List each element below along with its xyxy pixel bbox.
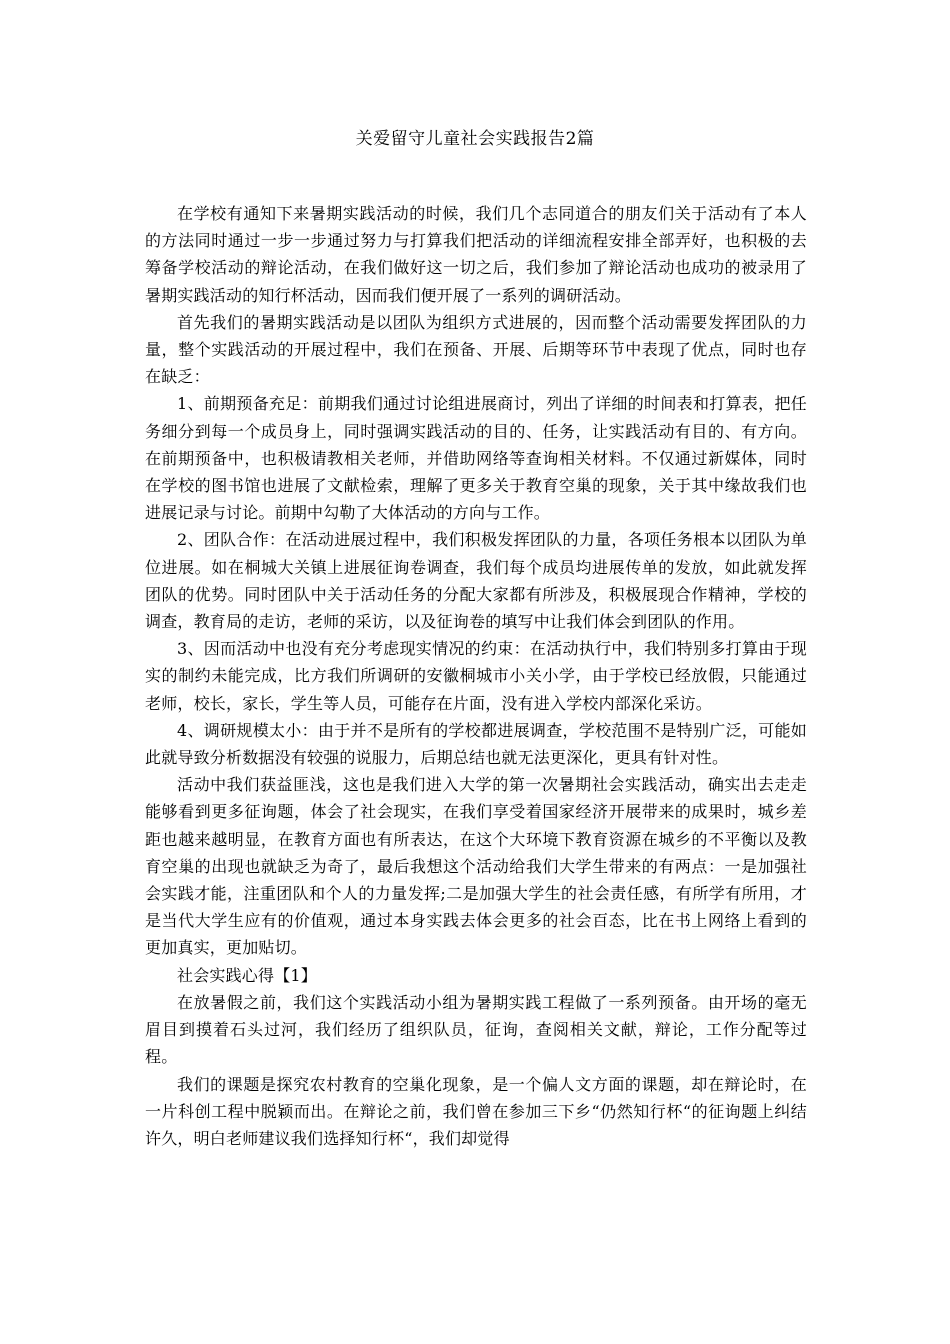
- paragraph: 2、团队合作：在活动进展过程中，我们积极发挥团队的力量，各项任务根本以团队为单位进展。如在桐城大关镇上进展征询卷调查，我们每个成员均进展传单的发放，如此就发挥团队的优势。同时团队中关于活动任务的分配大家都有所涉及，积极展现合作精神，学校的调查，教育局的走访，老师的采访，以及征询卷的填写中让我们体会到团队的作用。: [145, 530, 807, 632]
- paragraph: 在放暑假之前，我们这个实践活动小组为暑期实践工程做了一系列预备。由开场的毫无眉目到摸着石头过河，我们经历了组织队员，征询，查阅相关文献，辩论，工作分配等过程。: [145, 992, 807, 1067]
- document-body: [145, 200, 807, 1152]
- paragraph: 在学校有通知下来暑期实践活动的时候，我们几个志同道合的朋友们关于活动有了本人的方法同时通过一步一步通过努力与打算我们把活动的详细流程安排全部弄好，也积极的去筹备学校活动的辩论活动，在我们做好这一切之后，我们参加了辩论活动也成功的被录用了暑期实践活动的知行杯活动，因而我们便开展了一系列的调研活动。: [145, 204, 807, 305]
- paragraph: 1、前期预备充足：前期我们通过讨论组进展商讨，列出了详细的时间表和打算表，把任务细分到每一个成员身上，同时强调实践活动的目的、任务，让实践活动有目的、有方向。在前期预备中，也积极请教相关老师，并借助网络等查询相关材料。不仅通过新媒体，同时在学校的图书馆也进展了文献检索，理解了更多关于教育空巢的现象，关于其中缘故我们也进展记录与讨论。前期中勾勒了大体活动的方向与工作。: [145, 394, 807, 523]
- paragraph: 首先我们的暑期实践活动是以团队为组织方式进展的，因而整个活动需要发挥团队的力量，整个实践活动的开展过程中，我们在预备、开展、后期等环节中表现了优点，同时也存在缺乏：: [145, 312, 807, 387]
- section-heading: 社会实践心得【1】: [177, 965, 317, 985]
- document-title: 关爱留守儿童社会实践报告2篇: [355, 129, 595, 149]
- paragraph: 活动中我们获益匪浅，这也是我们进入大学的第一次暑期社会实践活动，确实出去走走能够看到更多征询题，体会了社会现实，在我们享受着国家经济开展带来的成果时，城乡差距也越来越明显，在教育方面也有所表达，在这个大环境下教育资源在城乡的不平衡以及教育空巢的出现也就缺乏为奇了，最后我想这个活动给我们大学生带来的有两点：一是加强社会实践才能，注重团队和个人的力量发挥;二是加强大学生的社会责任感，有所学有所用，才是当代大学生应有的价值观，通过本身实践去体会更多的社会百态，比在书上网络上看到的更加真实，更加贴切。: [145, 775, 807, 958]
- paragraph: 我们的课题是探究农村教育的空巢化现象，是一个偏人文方面的课题，却在辩论时，在一片科创工程中脱颖而出。在辩论之前，我们曾在参加三下乡“仍然知行杯“的征询题上纠结许久，明白老师建议我们选择知行杯“，我们却觉得: [145, 1074, 807, 1148]
- paragraph: 3、因而活动中也没有充分考虑现实情况的约束：在活动执行中，我们特别多打算由于现实的制约未能完成，比方我们所调研的安徽桐城市小关小学，由于学校已经放假，只能通过老师，校长，家长，学生等人员，可能存在片面，没有进入学校内部深化采访。: [145, 639, 807, 713]
- paragraph: 4、调研规模太小：由于并不是所有的学校都进展调查，学校范围不是特别广泛，可能如此就导致分析数据没有较强的说服力，后期总结也就无法更深化，更具有针对性。: [145, 720, 807, 768]
